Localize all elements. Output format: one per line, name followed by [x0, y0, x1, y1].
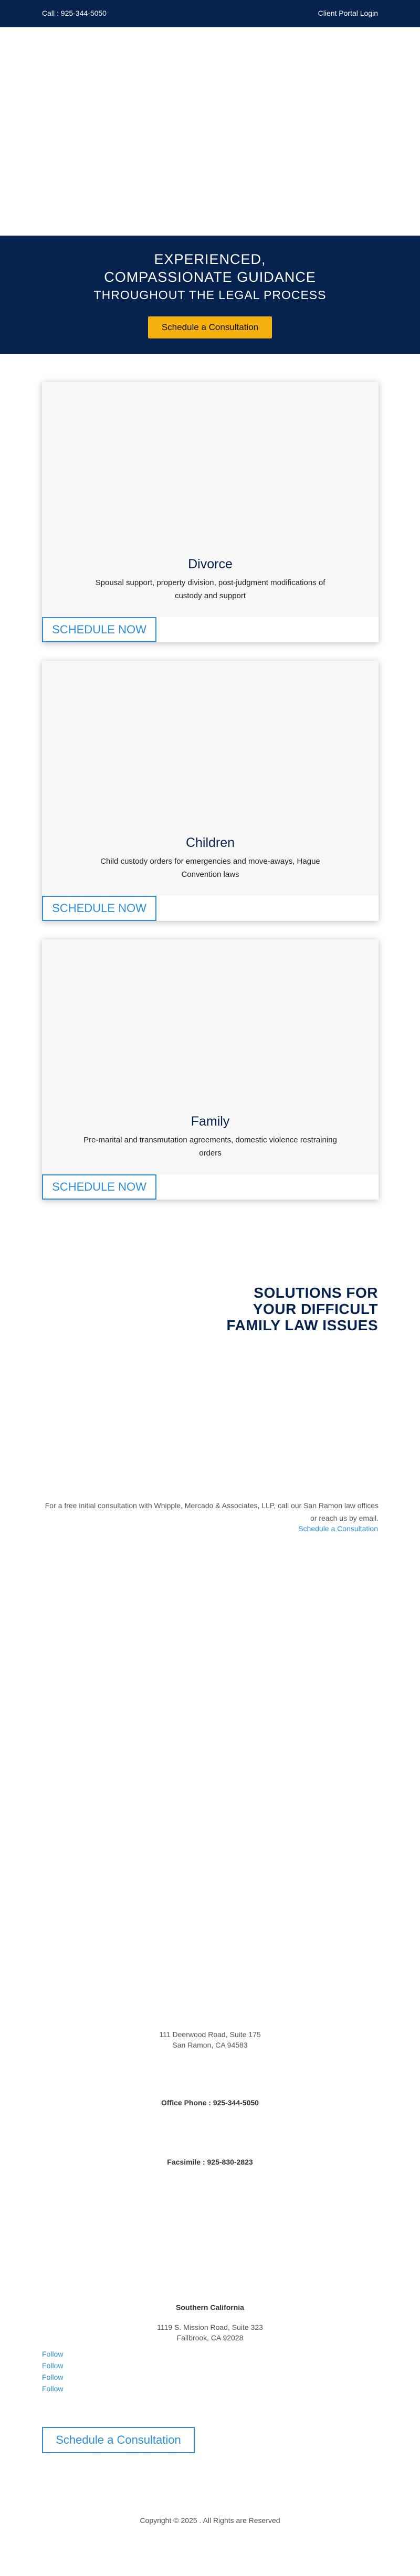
office-address-line1: 111 Deerwood Road, Suite 175	[159, 2030, 261, 2039]
hero-heading-line1: EXPERIENCED,	[154, 251, 266, 267]
card-description: Spousal support, property division, post-judgment modifications of custody and support	[95, 578, 326, 600]
copyright-text: Copyright © 2025 . All Rights are Reserved	[140, 2516, 280, 2525]
hero-heading	[0, 250, 420, 286]
solutions-heading-line1: SOLUTIONS FOR	[254, 1285, 378, 1301]
hero-banner	[0, 236, 420, 354]
schedule-now-button[interactable]: SCHEDULE NOW	[42, 1174, 156, 1200]
card-title: Children	[185, 835, 235, 850]
follow-link[interactable]: Follow	[42, 2384, 64, 2393]
call-phone-link[interactable]: Call : 925-344-5050	[42, 9, 107, 17]
card-description: Pre-marital and transmutation agreements, domestic violence restraining orders	[83, 1136, 337, 1158]
follow-link[interactable]: Follow	[42, 2361, 64, 2370]
footer-schedule-consultation-button[interactable]: Schedule a Consultation	[42, 2427, 195, 2453]
card-description: Child custody orders for emergencies and move-aways, Hague Convention laws	[100, 857, 320, 879]
solutions-heading-line2: YOUR DIFFICULT	[253, 1301, 378, 1317]
service-card-family	[42, 939, 379, 1200]
follow-link[interactable]: Follow	[42, 2350, 64, 2358]
schedule-now-button[interactable]: SCHEDULE NOW	[42, 896, 156, 921]
consultation-text: For a free initial consultation with Whipple, Mercado & Associates, LLP, call our San Ramon law offices or reach us by email.	[45, 1501, 379, 1522]
hero-subheading: THROUGHOUT THE LEGAL PROCESS	[93, 288, 327, 302]
office-address-line2: San Ramon, CA 94583	[172, 2041, 248, 2049]
hero-schedule-consultation-button[interactable]: Schedule a Consultation	[148, 316, 272, 338]
office-facsimile: Facsimile : 925-830-2823	[167, 2158, 253, 2166]
card-title: Divorce	[188, 557, 233, 571]
card-title: Family	[191, 1114, 230, 1129]
southern-address-line1: 1119 S. Mission Road, Suite 323	[157, 2323, 263, 2331]
service-card-divorce	[42, 382, 379, 642]
schedule-consultation-link[interactable]: Schedule a Consultation	[298, 1524, 378, 1533]
solutions-heading-line3: FAMILY LAW ISSUES	[226, 1317, 378, 1333]
client-portal-login-link[interactable]: Client Portal Login	[318, 9, 378, 17]
southern-address-line2: Fallbrook, CA 92028	[176, 2334, 244, 2342]
southern-california-heading: Southern California	[176, 2303, 244, 2312]
schedule-now-button[interactable]: SCHEDULE NOW	[42, 617, 156, 642]
hero-heading-line2: COMPASSIONATE GUIDANCE	[104, 269, 316, 285]
follow-link[interactable]: Follow	[42, 2373, 64, 2381]
solutions-heading	[226, 1285, 378, 1333]
top-bar	[0, 0, 420, 27]
service-card-children	[42, 661, 379, 921]
office-phone[interactable]: Office Phone : 925-344-5050	[161, 2098, 259, 2107]
